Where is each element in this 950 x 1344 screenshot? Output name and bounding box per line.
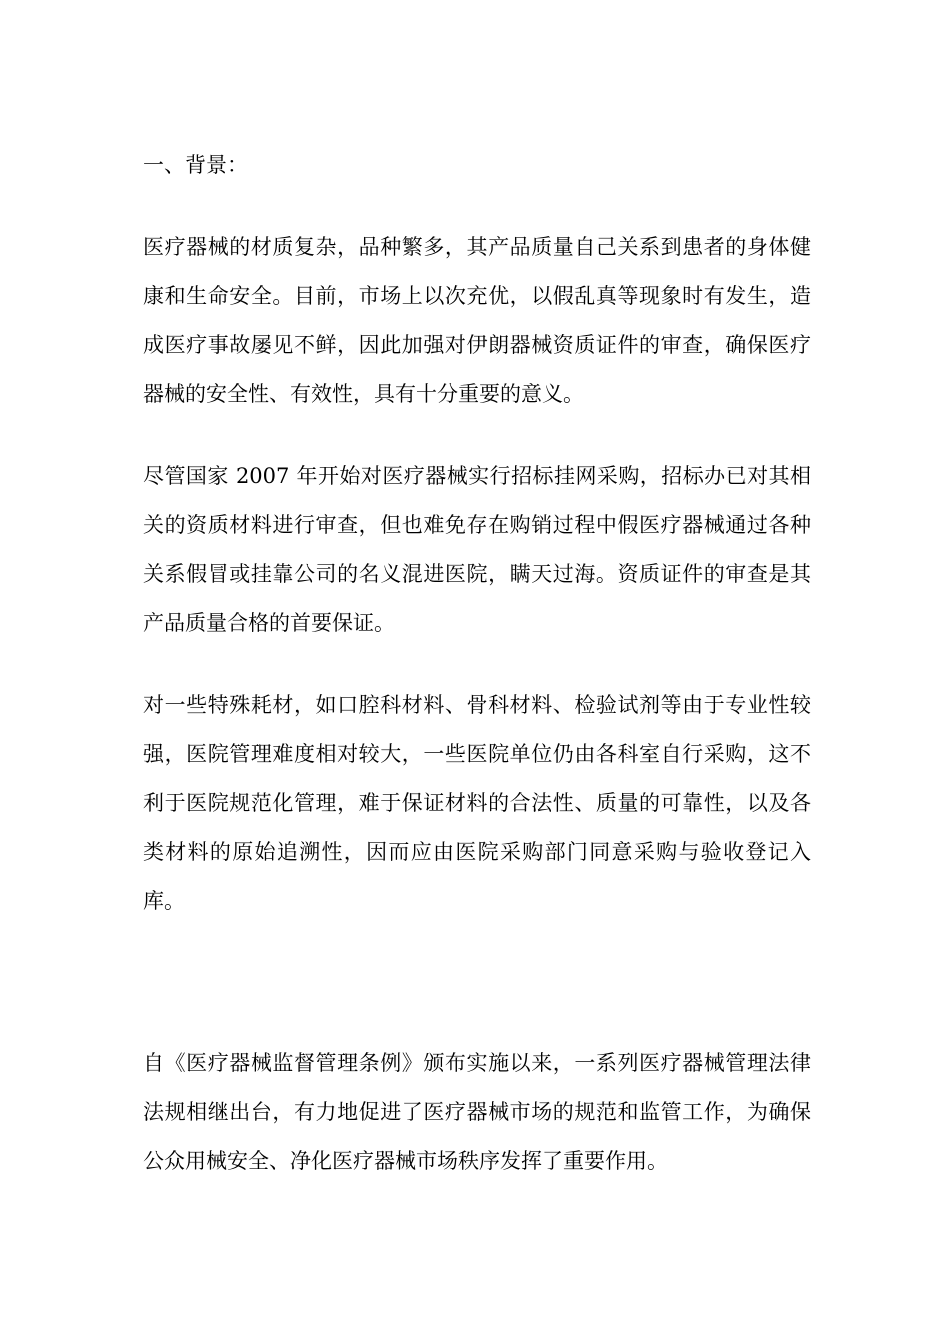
paragraph-line: 器械的安全性、有效性，具有十分重要的意义。 xyxy=(143,382,584,406)
paragraph-line: 类材料的原始追溯性，因而应由医院采购部门同意采购与验收登记入 xyxy=(143,840,811,864)
paragraph-line: 库。 xyxy=(143,889,185,913)
paragraph-line: 尽管国家 2007 年开始对医疗器械实行招标挂网采购，招标办已对其相 xyxy=(143,464,811,488)
paragraph-line: 关的资质材料进行审查，但也难免存在购销过程中假医疗器械通过各种 xyxy=(143,513,811,537)
paragraph-line: 公众用械安全、净化医疗器械市场秩序发挥了重要作用。 xyxy=(143,1149,668,1173)
paragraph-line: 关系假冒或挂靠公司的名义混进医院，瞒天过海。资质证件的审查是其 xyxy=(143,562,811,586)
paragraph-line: 自《医疗器械监督管理条例》颁布实施以来，一系列医疗器械管理法律 xyxy=(143,1051,811,1075)
paragraph-line: 法规相继出台，有力地促进了医疗器械市场的规范和监管工作，为确保 xyxy=(143,1100,811,1124)
section-heading: 一、背景： xyxy=(143,153,248,177)
paragraph-line: 康和生命安全。目前，市场上以次充优，以假乱真等现象时有发生，造 xyxy=(143,284,811,308)
paragraph-line: 产品质量合格的首要保证。 xyxy=(143,611,395,635)
paragraph-line: 对一些特殊耗材，如口腔科材料、骨科材料、检验试剂等由于专业性较 xyxy=(143,693,811,717)
paragraph-line: 利于医院规范化管理，难于保证材料的合法性、质量的可靠性，以及各 xyxy=(143,791,811,815)
paragraph-line: 医疗器械的材质复杂，品种繁多，其产品质量自己关系到患者的身体健 xyxy=(143,235,811,259)
paragraph-line: 成医疗事故屡见不鲜，因此加强对伊朗器械资质证件的审查，确保医疗 xyxy=(143,333,811,357)
paragraph-line: 强，医院管理难度相对较大，一些医院单位仍由各科室自行采购，这不 xyxy=(143,742,811,766)
